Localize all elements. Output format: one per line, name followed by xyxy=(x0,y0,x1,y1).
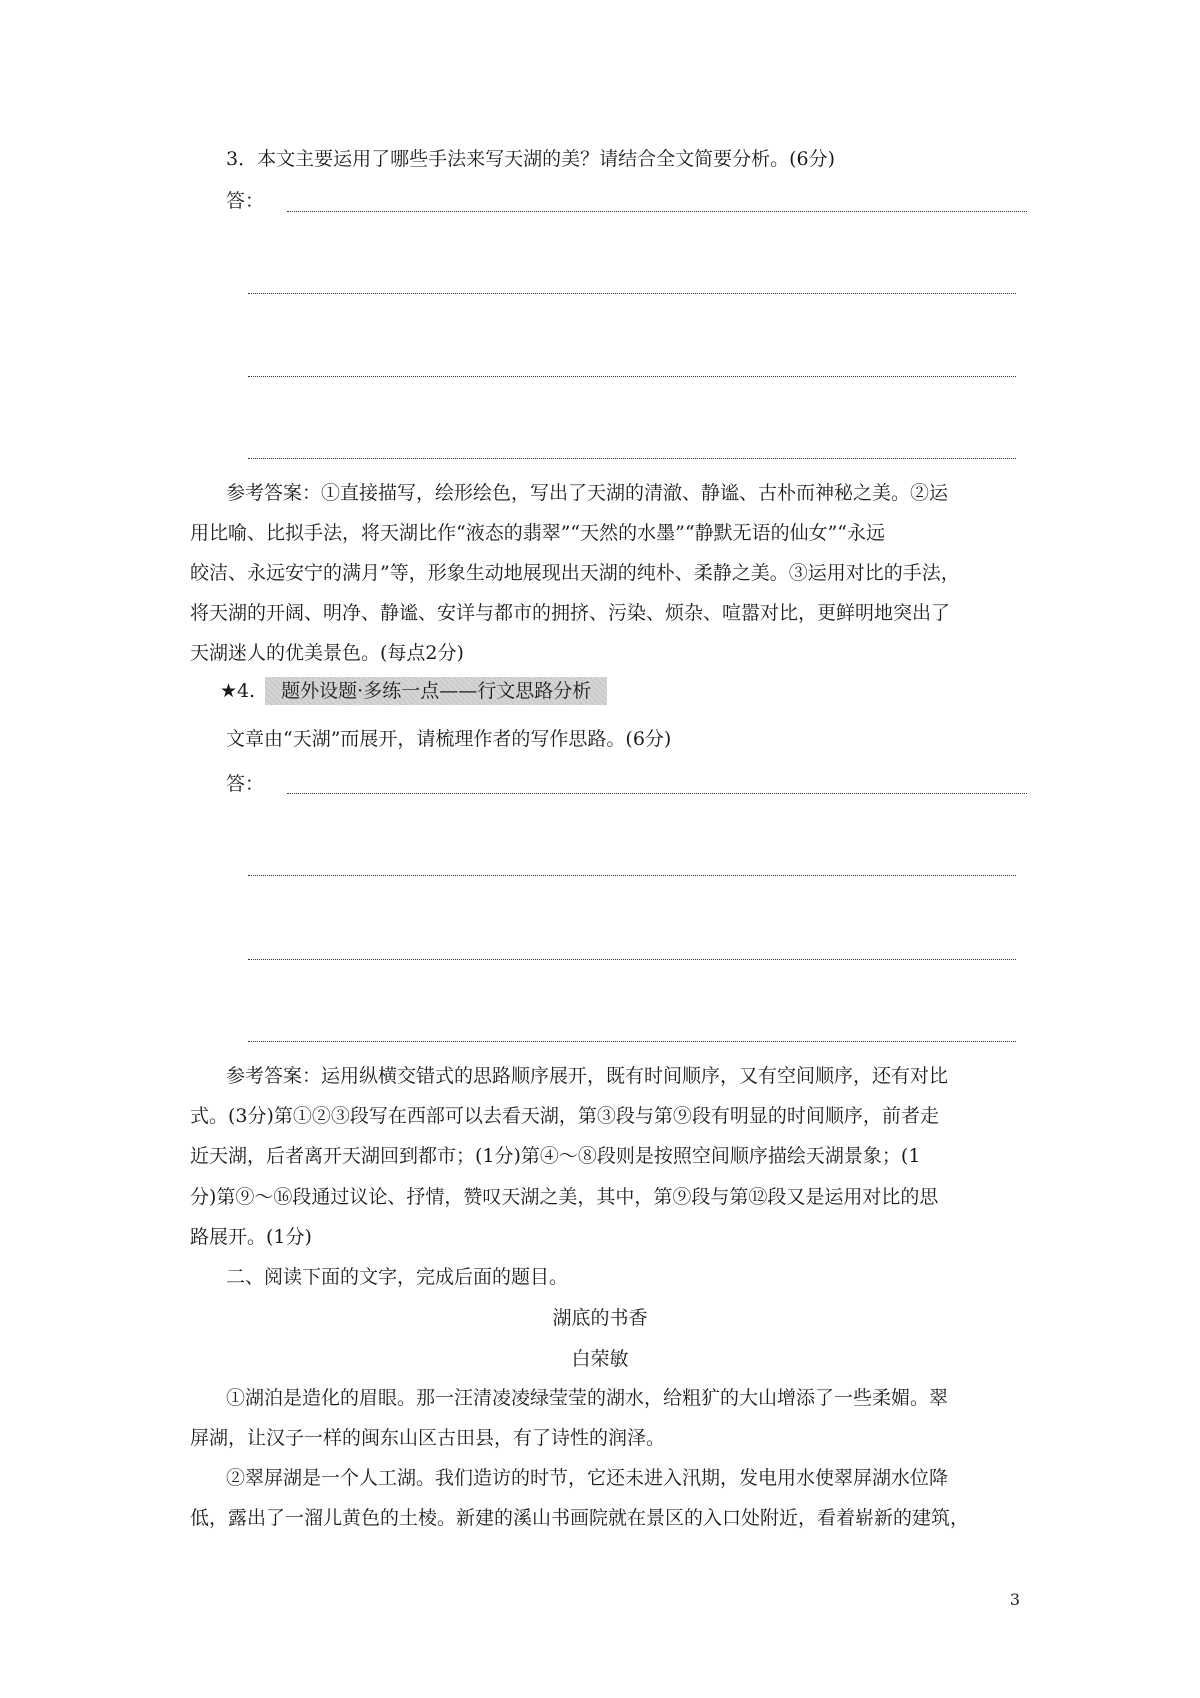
answer-line[interactable] xyxy=(248,875,1016,876)
ref-answer-4-line: 近天湖，后者离开天湖回到都市；(1分)第④～⑧段则是按照空间顺序描绘天湖景象；(1 xyxy=(190,1145,921,1167)
answer-label-4: 答： xyxy=(226,773,265,795)
ref-answer-4-line: 式。(3分)第①②③段写在西部可以去看天湖，第③段与第⑨段有明显的时间顺序，前者走 xyxy=(190,1105,939,1127)
question-3: 3．本文主要运用了哪些手法来写天湖的美？请结合全文简要分析。(6分) xyxy=(226,148,836,170)
ref-answer-3-line: 将天湖的开阔、明净、静谧、安详与都市的拥挤、污染、烦杂、喧嚣对比，更鲜明地突出了 xyxy=(190,602,951,624)
ref-answer-3-line: 皎洁、永远安宁的满月”等，形象生动地展现出天湖的纯朴、柔静之美。③运用对比的手法， xyxy=(190,562,960,584)
section-2-heading: 二、阅读下面的文字，完成后面的题目。 xyxy=(226,1266,569,1288)
answer-line[interactable] xyxy=(248,458,1016,459)
ref-answer-3-line: 用比喻、比拟手法，将天湖比作“液态的翡翠”“天然的水墨”“静默无语的仙女”“永远 xyxy=(190,522,885,544)
passage-line: 低，露出了一溜儿黄色的土棱。新建的溪山书画院就在景区的入口处附近，看着崭新的建筑， xyxy=(190,1507,970,1529)
question-4-banner: 题外设题·多练一点——行文思路分析 xyxy=(265,677,607,705)
answer-label-3: 答： xyxy=(226,190,265,212)
answer-line[interactable] xyxy=(248,376,1016,377)
answer-line[interactable] xyxy=(248,959,1016,960)
page-number: 3 xyxy=(1009,1590,1020,1609)
ref-answer-3-line: 参考答案：①直接描写，绘形绘色，写出了天湖的清澈、静谧、古朴而神秘之美。②运 xyxy=(226,482,949,504)
passage-line: ①湖泊是造化的眉眼。那一汪清凌凌绿莹莹的湖水，给粗犷的大山增添了一些柔媚。翠 xyxy=(226,1387,949,1409)
ref-answer-4-line: 参考答案：运用纵横交错式的思路顺序展开，既有时间顺序，又有空间顺序，还有对比 xyxy=(226,1065,949,1087)
ref-answer-4-line: 分)第⑨～⑯段通过议论、抒情，赞叹天湖之美，其中，第⑨段与第⑫段又是运用对比的思 xyxy=(190,1186,939,1208)
answer-line[interactable] xyxy=(287,211,1027,212)
ref-answer-3-line: 天湖迷人的优美景色。(每点2分) xyxy=(190,642,464,664)
passage-line: 屏湖，让汉子一样的闽东山区古田县，有了诗性的润泽。 xyxy=(190,1427,666,1449)
answer-line[interactable] xyxy=(287,793,1027,794)
question-4: 文章由“天湖”而展开，请梳理作者的写作思路。(6分) xyxy=(226,728,672,750)
answer-line[interactable] xyxy=(248,293,1016,294)
passage-line: ②翠屏湖是一个人工湖。我们造访的时节，它还未进入汛期，发电用水使翠屏湖水位降 xyxy=(226,1467,949,1489)
ref-answer-4-line: 路展开。(1分) xyxy=(190,1226,312,1248)
passage-author: 白荣敏 xyxy=(571,1348,629,1370)
question-4-number: ★4. xyxy=(220,680,256,702)
question-4-header xyxy=(220,677,607,705)
passage-title: 湖底的书香 xyxy=(552,1307,648,1329)
answer-line[interactable] xyxy=(248,1041,1016,1042)
